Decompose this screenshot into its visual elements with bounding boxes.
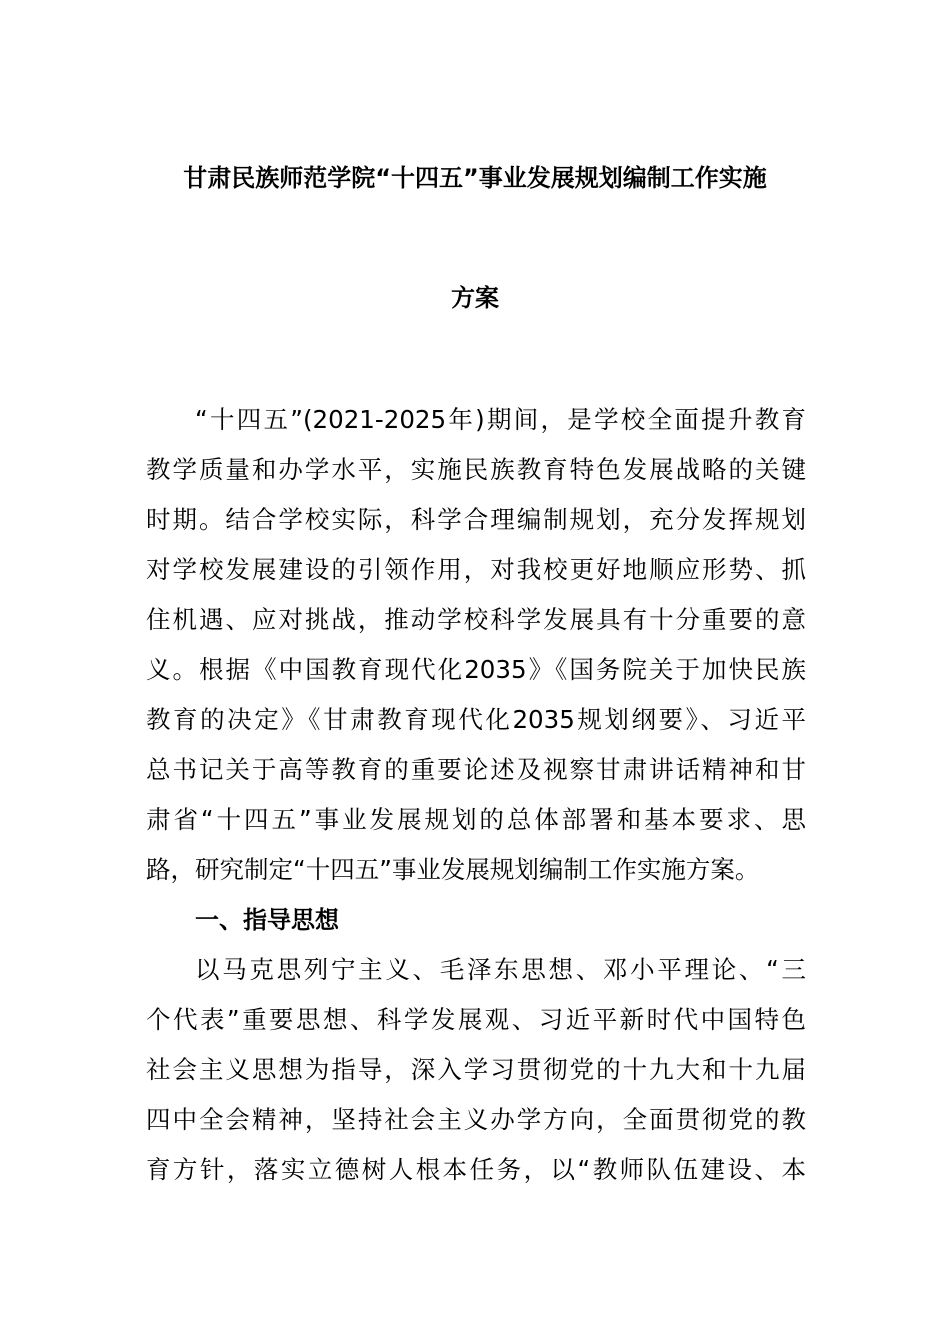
intro-paragraph-line: 住机遇、应对挑战，推动学校科学发展具有十分重要的意 bbox=[146, 605, 806, 634]
intro-paragraph-line: 路，研究制定“十四五”事业发展规划编制工作实施方案。 bbox=[146, 855, 760, 884]
intro-paragraph-line: 教育的决定》《甘肃教育现代化2035规划纲要》、习近平 bbox=[146, 705, 806, 734]
document-title-line-2: 方案 bbox=[451, 284, 499, 312]
section1-paragraph-line: 社会主义思想为指导，深入学习贯彻党的十九大和十九届 bbox=[146, 1055, 806, 1084]
intro-paragraph-line: 对学校发展建设的引领作用，对我校更好地顺应形势、抓 bbox=[146, 555, 806, 584]
intro-paragraph-line: “十四五”(2021-2025年)期间，是学校全面提升教育 bbox=[195, 405, 806, 434]
intro-paragraph-line: 时期。结合学校实际，科学合理编制规划，充分发挥规划 bbox=[146, 505, 806, 534]
intro-paragraph-line: 肃省“十四五”事业发展规划的总体部署和基本要求、思 bbox=[146, 805, 806, 834]
section1-paragraph-line: 育方针，落实立德树人根本任务，以“教师队伍建设、本 bbox=[146, 1155, 806, 1184]
document-title-line-1: 甘肃民族师范学院“十四五”事业发展规划编制工作实施 bbox=[183, 164, 767, 192]
section-heading-guiding-ideology: 一、指导思想 bbox=[195, 906, 339, 934]
section1-paragraph-line: 个代表”重要思想、科学发展观、习近平新时代中国特色 bbox=[146, 1005, 806, 1034]
section1-paragraph-line: 四中全会精神，坚持社会主义办学方向，全面贯彻党的教 bbox=[146, 1105, 806, 1134]
intro-paragraph-line: 义。根据《中国教育现代化2035》《国务院关于加快民族 bbox=[146, 655, 806, 684]
intro-paragraph-line: 总书记关于高等教育的重要论述及视察甘肃讲话精神和甘 bbox=[146, 755, 806, 784]
section1-paragraph-line: 以马克思列宁主义、毛泽东思想、邓小平理论、“三 bbox=[195, 955, 806, 984]
intro-paragraph-line: 教学质量和办学水平，实施民族教育特色发展战略的关键 bbox=[146, 455, 806, 484]
